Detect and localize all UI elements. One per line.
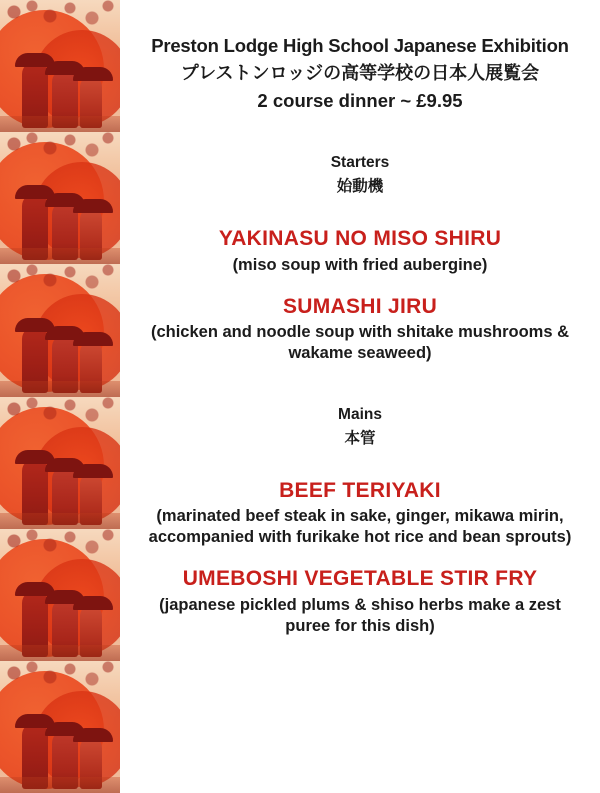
artwork-panel (0, 397, 120, 529)
section-heading-japanese: 始動機 (336, 178, 384, 196)
foliage-icon (0, 264, 120, 310)
spacer (134, 548, 586, 566)
ground-band (0, 645, 120, 661)
page-title: Preston Lodge High School Japanese Exhibition (151, 35, 569, 56)
artwork-panel (0, 529, 120, 661)
menu-item (134, 226, 586, 275)
spacer (134, 276, 586, 294)
section-heading-japanese: 本管 (344, 430, 376, 448)
menu-item-name: YAKINASU NO MISO SHIRU (218, 227, 502, 251)
spacer (134, 112, 586, 154)
menu-item (134, 566, 586, 636)
menu-item-name: UMEBOSHI VEGETABLE STIR FRY (182, 567, 538, 591)
foliage-icon (0, 529, 120, 575)
page-title-japanese: プレストンロッジの高等学校の日本人展覧会 (180, 63, 540, 84)
menu-item-description: (marinated beef steak in sake, ginger, mikawa mirin, accompanied with furikake hot rice and bean sprouts) (148, 507, 572, 547)
menu-item-description: (chicken and noodle soup with shitake mushrooms & wakame seaweed) (150, 322, 570, 362)
foliage-icon (0, 397, 120, 443)
menu-content (120, 0, 600, 793)
foliage-icon (0, 661, 120, 707)
section-heading: Starters (330, 154, 390, 172)
section-heading: Mains (338, 406, 382, 424)
menu-item-description: (japanese pickled plums & shiso herbs make a zest puree for this dish) (159, 595, 561, 635)
section-mains (134, 406, 586, 637)
menu-item (134, 294, 586, 364)
menu-item (134, 478, 586, 548)
section-starters (134, 154, 586, 364)
artwork-panel (0, 0, 120, 132)
artwork-strip (0, 0, 120, 793)
foliage-icon (0, 0, 120, 46)
menu-item-description: (miso soup with fried aubergine) (232, 255, 488, 274)
ground-band (0, 248, 120, 264)
artwork-panel (0, 264, 120, 396)
ground-band (0, 777, 120, 793)
spacer (134, 196, 586, 226)
spacer (134, 364, 586, 406)
price-line: 2 course dinner ~ £9.95 (257, 90, 463, 112)
foliage-icon (0, 132, 120, 178)
artwork-panel (0, 661, 120, 793)
menu-item-name: BEEF TERIYAKI (279, 479, 441, 503)
ground-band (0, 116, 120, 132)
ground-band (0, 513, 120, 529)
ground-band (0, 381, 120, 397)
artwork-panel (0, 132, 120, 264)
menu-item-name: SUMASHI JIRU (282, 294, 438, 318)
spacer (134, 448, 586, 478)
